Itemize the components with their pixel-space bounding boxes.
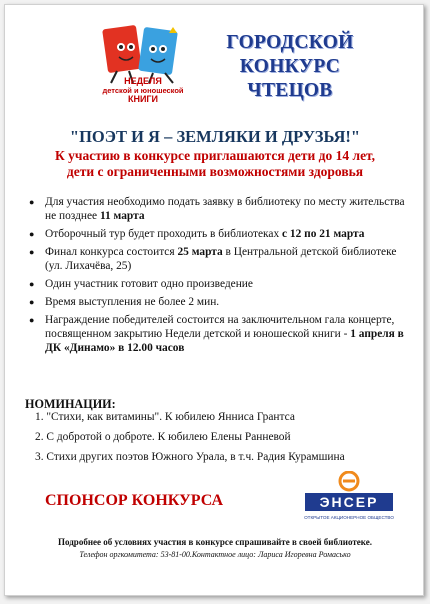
- invitation-text: [19, 148, 411, 180]
- nomination-item: 1. "Стихи, как витамины". К юбилею Янниса Грантса: [35, 411, 295, 423]
- rule-item: ● Для участия необходимо подать заявку в библиотеку по месту жительства не позднее 11 марта: [45, 195, 415, 223]
- sponsor-heading: СПОНСОР КОНКУРСА: [45, 492, 224, 509]
- heading-line3: ЧТЕЦОВ: [247, 80, 333, 101]
- poster-page: [4, 4, 424, 596]
- rule-item: ● Отборочный тур будет проходить в библиотеках с 12 по 21 марта: [45, 227, 415, 241]
- invitation-line2: дети с ограниченными возможностями здоровья: [66, 164, 364, 179]
- rule-item: ● Один участник готовит одно произведение: [45, 277, 415, 291]
- contest-slogan: "ПОЭТ И Я – ЗЕМЛЯКИ И ДРУЗЬЯ!": [69, 127, 361, 146]
- heading-line2: КОНКУРС: [239, 56, 341, 77]
- logo-caption-line1: НЕДЕЛЯ: [124, 76, 162, 86]
- enser-logo-name: ЭНСЕР: [319, 494, 379, 510]
- nomination-item: 2. С добротой о доброте. К юбилею Елены Ранневой: [35, 431, 291, 443]
- logo-caption-line2: детской и юношеской: [102, 86, 184, 95]
- footer-info: Подробнее об условиях участия в конкурсе спрашивайте в своей библиотеке.: [58, 537, 372, 547]
- rule-item: ● Финал конкурса состоится 25 марта в Центральной детской библиотеке (ул. Лихачёва, 25): [45, 245, 415, 273]
- book-week-logo-caption: [93, 77, 193, 104]
- enser-logo-subtitle: ОТКРЫТОЕ АКЦИОНЕРНОЕ ОБЩЕСТВО: [304, 515, 394, 520]
- rule-item: ● Время выступления не более 2 мин.: [45, 295, 415, 309]
- nominations-list: [35, 410, 405, 470]
- book-week-logo: [93, 25, 193, 119]
- enser-logo: [301, 471, 397, 525]
- rule-item: ● Награждение победителей состоится на заключительном гала концерте, посвященном закрытию Недели детской и юношеской книги - 1 апреля в ДК «Динамо» в 12.00 часов: [45, 313, 415, 355]
- logo-caption-line3: КНИГИ: [127, 94, 159, 104]
- footer-contact: Телефон оргкомитета: 53-81-00.Контактное лицо: Лариса Игоревна Ромасько: [79, 550, 351, 559]
- invitation-line1: К участию в конкурсе приглашаются дети до 14 лет,: [54, 148, 376, 163]
- poster-heading: [215, 31, 365, 103]
- rules-list: [25, 195, 415, 359]
- nomination-item: 3. Стихи других поэтов Южного Урала, в т.ч. Радия Курамшина: [35, 451, 345, 463]
- heading-line1: ГОРОДСКОЙ: [226, 32, 354, 53]
- nominations-title: НОМИНАЦИИ:: [25, 397, 116, 411]
